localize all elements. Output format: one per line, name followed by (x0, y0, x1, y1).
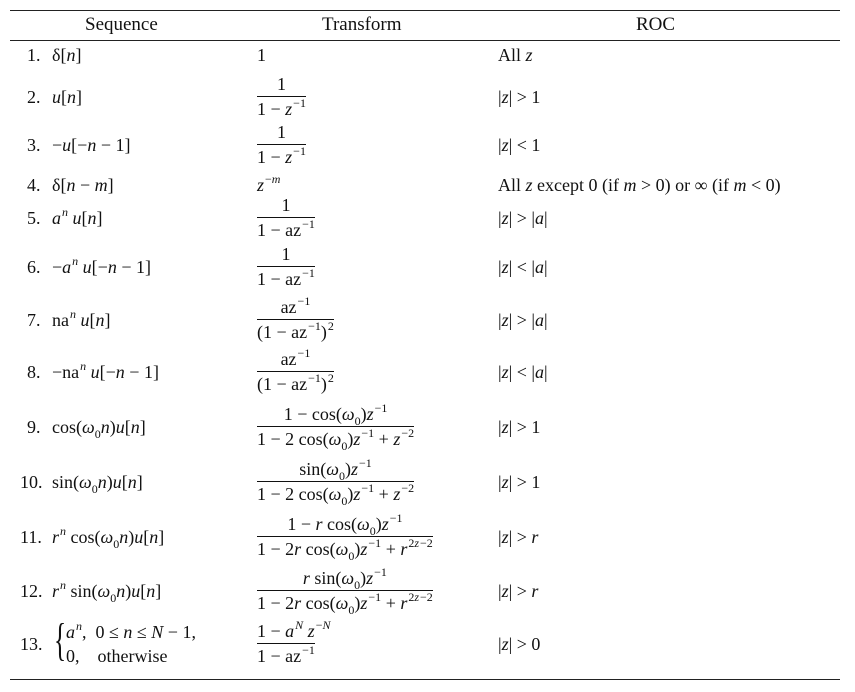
fraction-bar (257, 536, 433, 537)
denominator: 1 − 2r $\cos(\omega_0)z^{-1} + r^{2z-2}$ (257, 536, 433, 563)
top-rule (10, 10, 840, 11)
denominator: $1 - az^{-1}$ (257, 643, 315, 666)
roc-cell: |z| < |a| (498, 257, 548, 277)
roc-cell: |z| < |a| (498, 362, 548, 382)
numerator: $\sin(\omega_0)z^{-1}$ (299, 456, 372, 483)
sequence-cell: $-a^n$ u[−n − 1] (52, 254, 151, 277)
row-number: 11. (20, 527, 42, 547)
numerator: $1 - \cos(\omega_0)z^{-1}$ (283, 401, 388, 428)
numerator: $1 - a^N$ $z^{-N}$ (257, 618, 331, 641)
denominator: $(1 - az^{-1})^2$ (257, 371, 334, 394)
sequence-cell: δ[n − m] (52, 175, 114, 195)
fraction-bar (257, 481, 414, 482)
sequence-cell: $-na^n$ u[−n − 1] (52, 359, 159, 382)
transform-cell: 1 (257, 45, 266, 65)
transform-fraction (257, 458, 414, 506)
row-number: 6. (27, 257, 41, 277)
sequence-cell: $r^n$ $\sin(\omega_0n)u[n]$ (52, 578, 162, 605)
header-transform: Transform (322, 14, 402, 35)
sequence-case-2: 0, otherwise (66, 646, 168, 666)
fraction-bar (257, 319, 334, 320)
transform-fraction (257, 73, 306, 121)
transform-fraction (257, 513, 433, 561)
roc-cell: |z| > 1 (498, 472, 541, 492)
transform-fraction (257, 194, 315, 242)
denominator: 1 − 2 $\cos(\omega_0)z^{-1} + z^{-2}$ (257, 426, 415, 453)
roc-cell: |z| > |a| (498, 310, 548, 330)
numerator: 1 (276, 74, 286, 94)
row-number: 13. (20, 634, 43, 654)
numerator: $az^{-1}$ (280, 346, 311, 369)
sequence-cell: $\sin(\omega_0n)u[n]$ (52, 472, 143, 496)
row-number: 8. (27, 362, 41, 382)
transform-fraction (257, 121, 306, 169)
fraction-bar (257, 371, 334, 372)
header-rule (10, 40, 840, 41)
roc-cell: |z| > 1 (498, 417, 541, 437)
denominator: $(1 - az^{-1})^2$ (257, 319, 334, 342)
numerator: 1 (281, 195, 291, 215)
roc-cell: |z| > 1 (498, 87, 541, 107)
bottom-rule (10, 679, 840, 680)
sequence-cell: u[n] (52, 87, 82, 107)
transform-fraction (257, 618, 331, 668)
sequence-cell: −u[−n − 1] (52, 135, 131, 155)
row-number: 9. (27, 417, 41, 437)
sequence-cell: $a^n$ u[n] (52, 205, 103, 228)
denominator: 1 − 2r $\cos(\omega_0)z^{-1} + r^{2z-2}$ (257, 590, 433, 617)
numerator: r $\sin(\omega_0)z^{-1}$ (302, 565, 387, 592)
denominator: $1 - z^{-1}$ (257, 96, 306, 119)
denominator: $1 - az^{-1}$ (257, 266, 315, 289)
transform-fraction (257, 348, 334, 396)
transform-fraction (257, 567, 433, 615)
sequence-cell: $na^n$ u[n] (52, 307, 111, 330)
numerator: 1 (281, 244, 291, 264)
transform-fraction (257, 403, 414, 451)
fraction-bar (257, 426, 414, 427)
denominator: $1 - az^{-1}$ (257, 217, 315, 240)
denominator: 1 − 2 $\cos(\omega_0)z^{-1} + z^{-2}$ (257, 481, 415, 508)
numerator: 1 − r $\cos(\omega_0)z^{-1}$ (287, 511, 403, 538)
fraction-bar (257, 590, 433, 591)
denominator: $1 - z^{-1}$ (257, 144, 306, 167)
row-number: 12. (20, 581, 43, 601)
header-roc: ROC (636, 14, 676, 35)
numerator: 1 (276, 122, 286, 142)
row-number: 2. (27, 87, 41, 107)
row-number: 7. (27, 310, 41, 330)
roc-cell: |z| > 0 (498, 634, 541, 654)
transform-fraction (257, 296, 334, 344)
roc-cell: |z| < 1 (498, 135, 541, 155)
transform-fraction (257, 243, 315, 291)
row-number: 4. (27, 175, 41, 195)
header-sequence: Sequence (85, 14, 158, 35)
roc-cell: |z| > r (498, 527, 539, 547)
transform-cell: $z^{-m}$ (257, 172, 281, 195)
row-number: 5. (27, 208, 41, 228)
roc-cell: All z except 0 (if m > 0) or ∞ (if m < 0) (498, 175, 781, 195)
roc-cell: |z| > r (498, 581, 539, 601)
row-number: 3. (27, 135, 41, 155)
sequence-case-1: $a^n$, 0 ≤ n ≤ N − 1, (66, 619, 196, 642)
roc-cell: |z| > |a| (498, 208, 548, 228)
row-number: 1. (27, 45, 41, 65)
roc-cell: All z (498, 45, 533, 65)
piecewise-brace: { (54, 614, 67, 665)
row-number: 10. (20, 472, 43, 492)
sequence-cell: $r^n$ $\cos(\omega_0n)u[n]$ (52, 524, 165, 551)
sequence-cell: δ[n] (52, 45, 82, 65)
sequence-cell: $\cos(\omega_0n)u[n]$ (52, 417, 146, 441)
numerator: $az^{-1}$ (280, 294, 311, 317)
